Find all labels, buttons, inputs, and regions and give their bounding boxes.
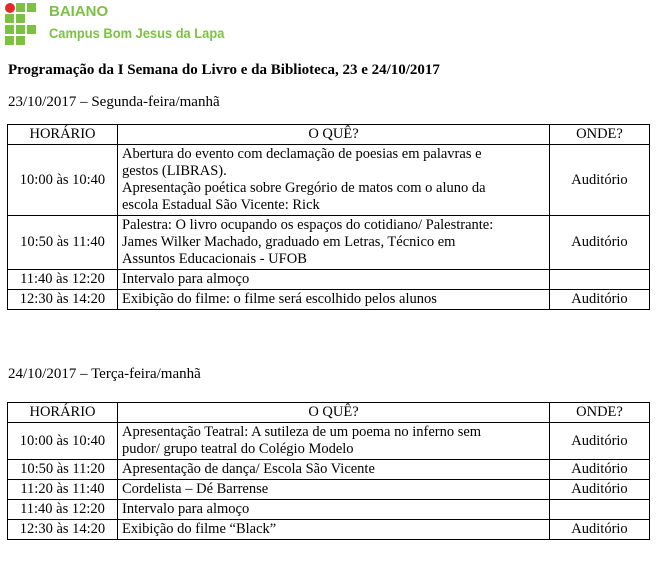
row-activity [118, 480, 550, 500]
row-time: 12:30 às 14:20 [8, 290, 118, 310]
row-activity [118, 216, 550, 270]
table-header-row [8, 125, 650, 145]
row-time: 10:50 às 11:40 [8, 216, 118, 270]
activity-line: Abertura do evento com declamação de poesias em palavras e [122, 146, 482, 162]
row-place: Auditório [550, 145, 650, 216]
row-place: Auditório [550, 423, 650, 460]
row-time: 10:00 às 10:40 [8, 423, 118, 460]
row-time: 10:50 às 11:20 [8, 460, 118, 480]
activity-line: Apresentação Teatral: A sutileza de um poema no inferno sem [122, 424, 482, 440]
activity-line: pudor/ grupo teatral do Colégio Modelo [122, 441, 354, 457]
day-2-label: 24/10/2017 – Terça-feira/manhã [8, 366, 201, 382]
activity-line: Apresentação de dança/ Escola São Vicente [122, 461, 375, 477]
row-activity [118, 145, 550, 216]
table-row [8, 520, 650, 540]
row-time: 11:40 às 12:20 [8, 500, 118, 520]
row-time: 11:20 às 11:40 [8, 480, 118, 500]
activity-line: James Wilker Machado, graduado em Letras, Técnico em [122, 234, 456, 250]
row-activity [118, 460, 550, 480]
header-where: ONDE? [550, 125, 650, 145]
logo-mark-icon [5, 3, 45, 51]
table-row [8, 500, 650, 520]
row-place: Auditório [550, 460, 650, 480]
schedule-table-day-2 [7, 402, 650, 540]
row-time: 10:00 às 10:40 [8, 145, 118, 216]
row-activity [118, 423, 550, 460]
header-what: O QUÊ? [118, 125, 550, 145]
table-header-row [8, 403, 650, 423]
logo-line-2: Campus Bom Jesus da Lapa [49, 25, 225, 41]
activity-line: Intervalo para almoço [122, 501, 250, 517]
document-title: Programação da I Semana do Livro e da Biblioteca, 23 e 24/10/2017 [8, 62, 440, 78]
row-place: Auditório [550, 216, 650, 270]
header-what: O QUÊ? [118, 403, 550, 423]
row-activity [118, 520, 550, 540]
row-place [550, 270, 650, 290]
table-row [8, 480, 650, 500]
row-activity [118, 290, 550, 310]
table-row [8, 216, 650, 270]
row-place [550, 500, 650, 520]
row-place: Auditório [550, 480, 650, 500]
activity-line: escola Estadual São Vicente: Rick [122, 197, 320, 213]
activity-line: Palestra: O livro ocupando os espaços do cotidiano/ Palestrante: [122, 217, 494, 233]
row-place: Auditório [550, 290, 650, 310]
activity-line: Exibição do filme: o filme será escolhido pelos alunos [122, 291, 437, 307]
header-time: HORÁRIO [8, 125, 118, 145]
activity-line: Intervalo para almoço [122, 271, 250, 287]
table-row [8, 290, 650, 310]
institution-logo [5, 3, 255, 53]
logo-line-1: BAIANO [49, 3, 109, 20]
table-row [8, 460, 650, 480]
row-time: 12:30 às 14:20 [8, 520, 118, 540]
activity-line: Assuntos Educacionais - UFOB [122, 251, 307, 267]
activity-line: Apresentação poética sobre Gregório de matos com o aluno da [122, 180, 486, 196]
header-time: HORÁRIO [8, 403, 118, 423]
table-row [8, 270, 650, 290]
table-row [8, 423, 650, 460]
activity-line: Cordelista – Dé Barrense [122, 481, 269, 497]
row-activity [118, 270, 550, 290]
row-time: 11:40 às 12:20 [8, 270, 118, 290]
day-1-label: 23/10/2017 – Segunda-feira/manhã [8, 94, 220, 110]
header-where: ONDE? [550, 403, 650, 423]
row-activity [118, 500, 550, 520]
schedule-table-day-1 [7, 124, 650, 310]
table-row [8, 145, 650, 216]
activity-line: Exibição do filme “Black” [122, 521, 277, 537]
activity-line: gestos (LIBRAS). [122, 163, 227, 179]
row-place: Auditório [550, 520, 650, 540]
